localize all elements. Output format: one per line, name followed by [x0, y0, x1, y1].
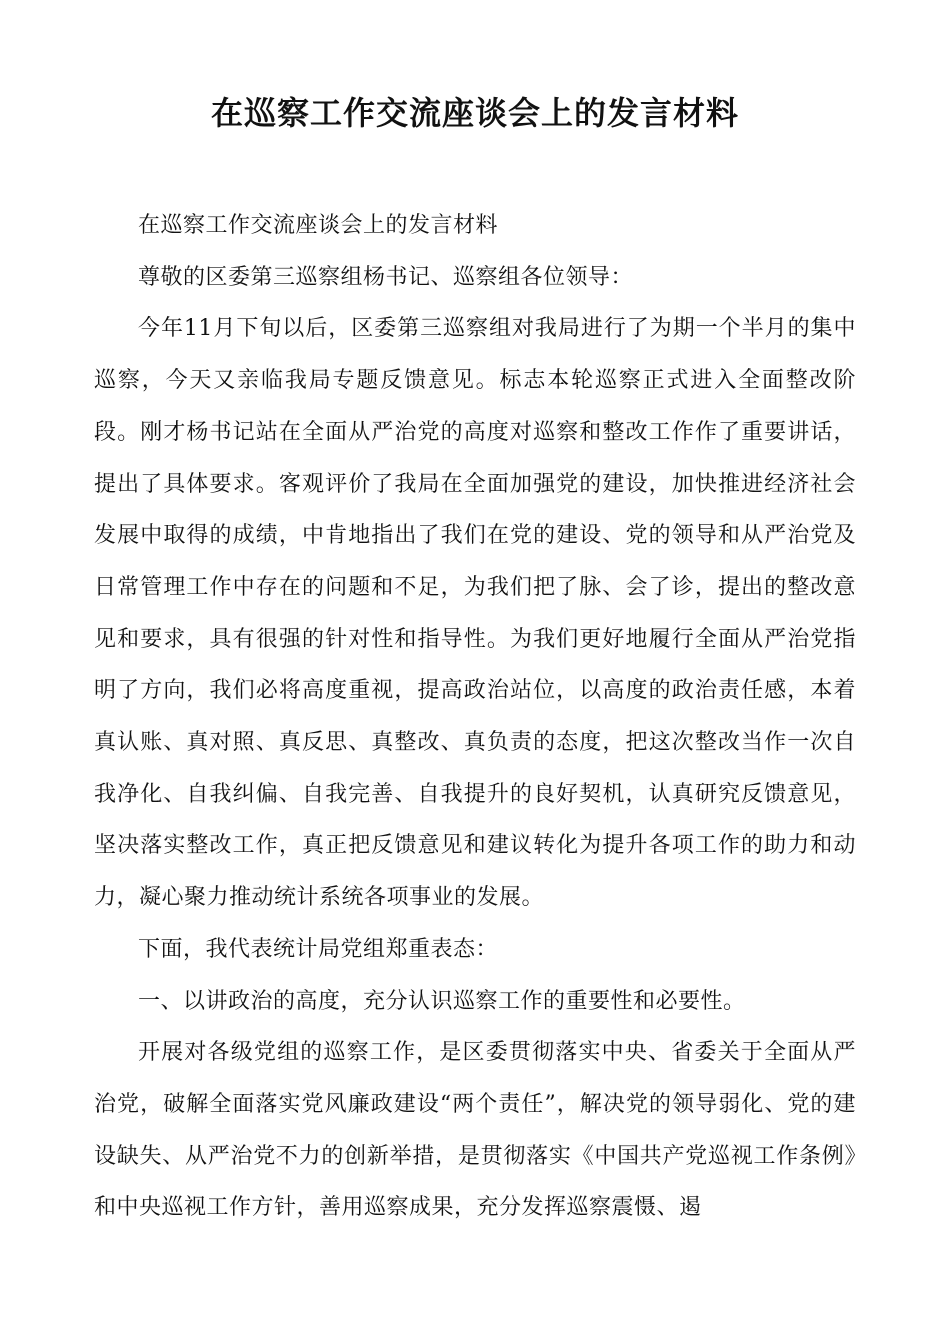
paragraph-section-one: 开展对各级党组的巡察工作，是区委贯彻落实中央、省委关于全面从严治党，破解全面落实党风廉政建设“两个责任”，解决党的领导弱化、党的建设缺失、从严治党不力的创新举措，是贯彻落实《中国共产党巡视工作条例》和中央巡视工作方针，善用巡察成果，充分发挥巡察震慑、遏	[94, 1040, 856, 1221]
paragraph-salutation: 尊敬的区委第三巡察组杨书记、巡察组各位领导：	[138, 264, 634, 290]
paragraph-subtitle: 在巡察工作交流座谈会上的发言材料	[138, 213, 499, 238]
paragraph-statement: 下面，我代表统计局党组郑重表态：	[138, 936, 499, 962]
document-body	[94, 200, 856, 1234]
paragraph-heading-one: 一、以讲政治的高度，充分认识巡察工作的重要性和必要性。	[138, 988, 746, 1014]
paragraph-intro: 今年11月下旬以后，区委第三巡察组对我局进行了为期一个半月的集中巡察，今天又亲临我局专题反馈意见。标志本轮巡察正式进入全面整改阶段。刚才杨书记站在全面从严治党的高度对巡察和整改工作作了重要讲话，提出了具体要求。客观评价了我局在全面加强党的建设，加快推进经济社会发展中取得的成绩，中肯地指出了我们在党的建设、党的领导和从严治党及日常管理工作中存在的问题和不足，为我们把了脉、会了诊，提出的整改意见和要求，具有很强的针对性和指导性。为我们更好地履行全面从严治党指明了方向，我们必将高度重视，提高政治站位，以高度的政治责任感，本着真认账、真对照、真反思、真整改、真负责的态度，把这次整改当作一次自我净化、自我纠偏、自我完善、自我提升的良好契机，认真研究反馈意见，坚决落实整改工作，真正把反馈意见和建议转化为提升各项工作的助力和动力，凝心聚力推动统计系统各项事业的发展。	[94, 316, 856, 911]
document-title: 在巡察工作交流座谈会上的发言材料	[210, 94, 739, 132]
